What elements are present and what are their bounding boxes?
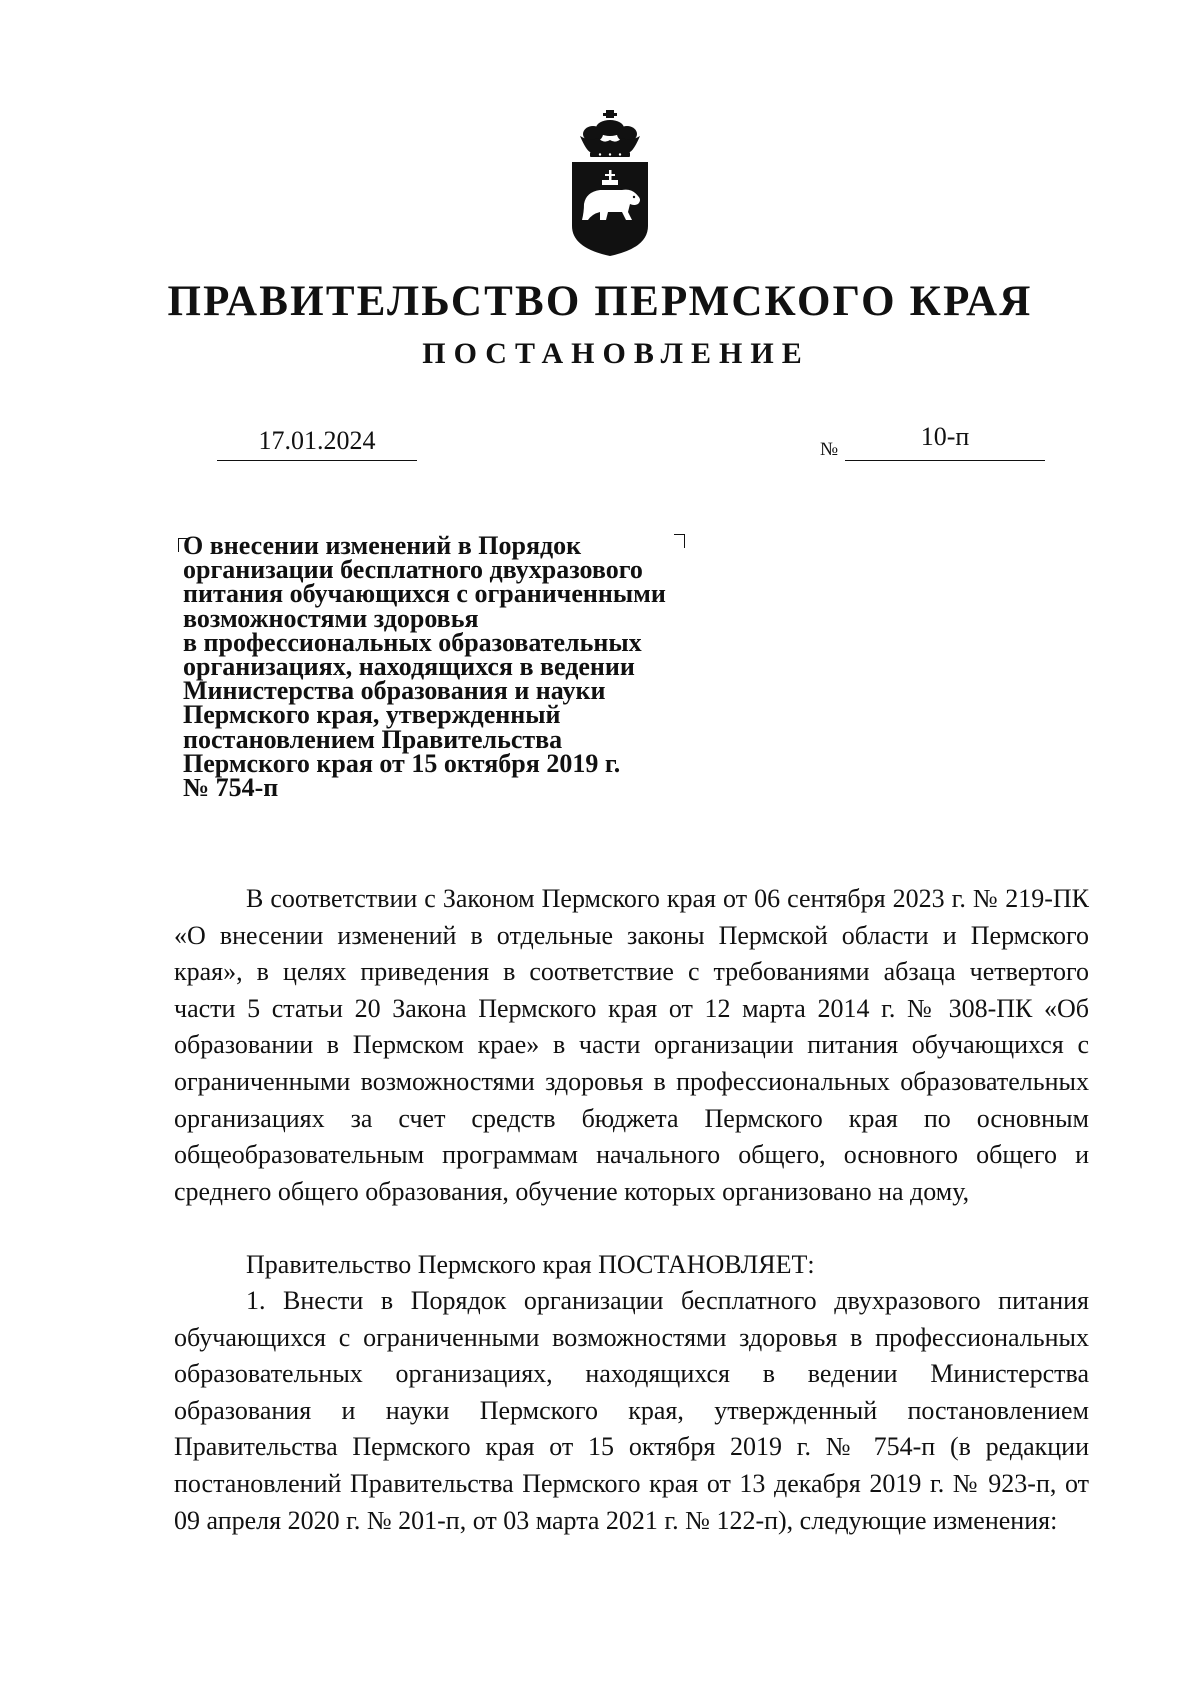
document-date: 17.01.2024 — [258, 426, 376, 455]
subject-line: О внесении изменений в Порядок — [183, 531, 582, 560]
resolves-paragraph: Правительство Пермского края ПОСТАНОВЛЯЕТ: — [246, 1250, 815, 1279]
number-sign: № — [820, 439, 839, 460]
subject-line: организации бесплатного двухразового — [183, 555, 643, 585]
subject-line: № 754-п — [183, 773, 279, 803]
document-subject — [183, 531, 723, 803]
subject-line: Пермского края, утвержденный — [183, 700, 561, 730]
document-number: 10-п — [920, 422, 970, 451]
item-1-paragraph: 1. Внести в Порядок организации бесплатного двухразового питания обучающихся с ограниченными возможностями здоровья в профессиональных образовательных организациях, находящихся в ведении Министерства образования и науки Пермского края, утвержденный постановлением Правительства Пермского края от 15 октября 2019 г. № 754-п (в редакции постановлений Правительства Пермского края от 13 декабря 2019 г. № 923-п, от 09 апреля 2020 г. № 201-п, от 03 марта 2021 г. № 122-п), следующие изменения: — [174, 1286, 1089, 1535]
subject-line: организациях, находящихся в ведении — [183, 652, 635, 682]
organization-title: ПРАВИТЕЛЬСТВО ПЕРМСКОГО КРАЯ — [167, 278, 1033, 325]
subject-line: Министерства образования и науки — [183, 676, 606, 706]
subject-line: Пермского края от 15 октября 2019 г. — [183, 748, 621, 778]
subject-line: возможностями здоровья — [183, 603, 479, 633]
subject-line: в профессиональных образовательных — [183, 627, 642, 657]
subject-line: питания обучающихся с ограниченными — [183, 579, 666, 609]
subject-line: постановлением Правительства — [183, 724, 563, 754]
date-underline — [217, 460, 417, 461]
number-underline — [845, 460, 1045, 461]
document-type-heading: ПОСТАНОВЛЕНИЕ — [422, 337, 810, 370]
coat-of-arms-icon — [566, 108, 654, 258]
preamble-paragraph: В соответствии с Законом Пермского края от 06 сентября 2023 г. № 219-ПК «О внесении изменений в отдельные законы Пермской области и Пермского края», в целях приведения в соответствие с требованиями абзаца четвертого части 5 статьи 20 Закона Пермского края от 12 марта 2014 г. № 308-ПК «Об образовании в Пермском крае» в части организации питания обучающихся с ограниченными возможностями здоровья в профессиональных образовательных организациях за счет средств бюджета Пермского края по основным общеобразовательным программам начального общего, основного общего и среднего общего образования, обучение которых организовано на дому, — [174, 884, 1089, 1206]
